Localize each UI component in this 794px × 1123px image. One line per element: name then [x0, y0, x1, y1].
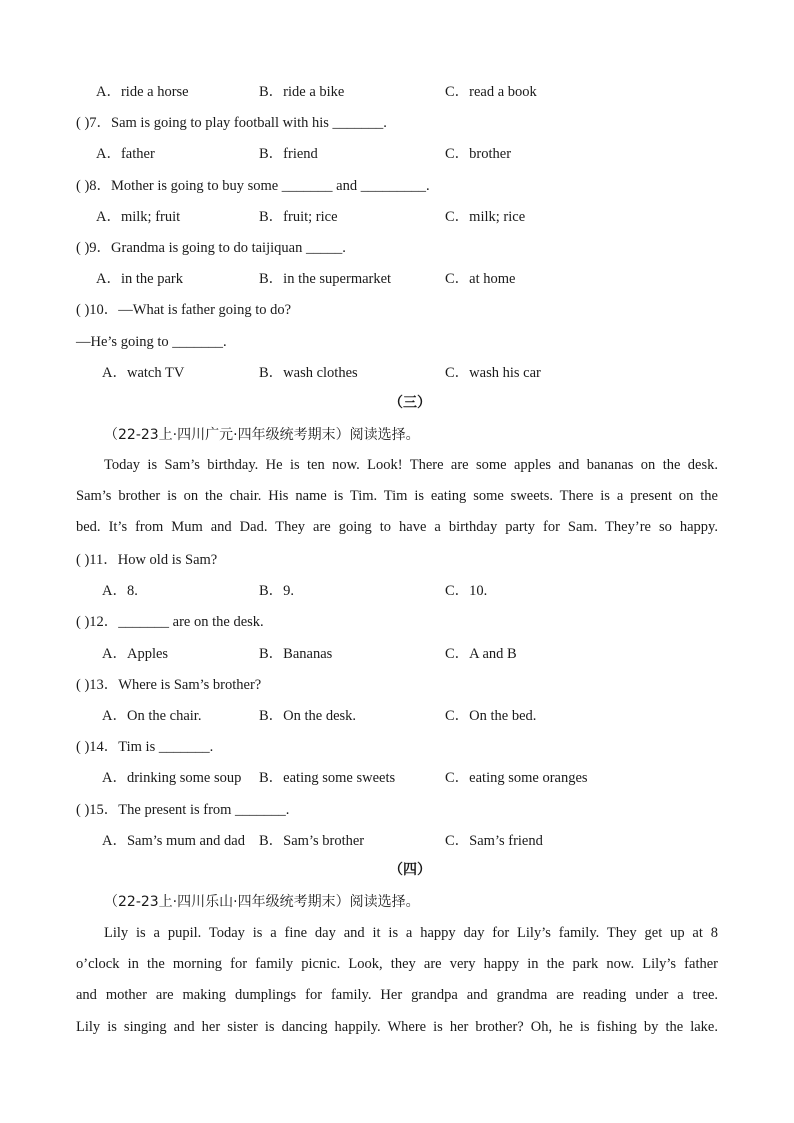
q10-option-c: C．wash his car [445, 365, 541, 381]
q15-option-a: A．Sam’s mum and dad [102, 833, 245, 849]
passage-line: Lily is singing and her sister is dancing happily. Where is her brother? Oh, he is fishing by the lake. [76, 1018, 718, 1035]
q14-option-c: C．eating some oranges [445, 770, 588, 786]
q10-option-a: A．watch TV [102, 365, 185, 381]
q13-stem: ( )13．Where is Sam’s brother? [76, 677, 262, 693]
passage-line: Today is Sam’s birthday. He is ten now. Look! There are some apples and bananas on the desk. [104, 457, 718, 473]
passage-line: Lily is a pupil. Today is a fine day and it is a happy day for Lily’s family. They get up at 8 [104, 925, 718, 941]
q8-option-a: A．milk; fruit [96, 209, 181, 225]
q7-stem: ( )7．Sam is going to play football with his _______. [76, 115, 387, 131]
q15-stem: ( )15．The present is from _______. [76, 802, 290, 818]
q6-option-c: C．read a book [445, 84, 537, 100]
q8-option-c: C．milk; rice [445, 209, 526, 225]
passage-line: Sam’s brother is on the chair. His name is Tim. Tim is eating some sweets. There is a present on the [76, 488, 718, 505]
passage-line: bed. It’s from Mum and Dad. They are going to have a birthday party for Sam. They’re so happy. [76, 519, 718, 536]
q12-stem: ( )12．_______ are on the desk. [76, 614, 264, 630]
q10-answer-line: —He’s going to _______. [76, 334, 227, 350]
q14-option-a: A．drinking some soup [102, 770, 242, 786]
q10-option-b: B．wash clothes [259, 365, 358, 381]
q11-stem: ( )11．How old is Sam? [76, 552, 218, 568]
q10-stem: ( )10．—What is father going to do? [76, 302, 292, 318]
section-4-source: （22-23上·四川乐山·四年级统考期末）阅读选择。 [104, 894, 420, 910]
q7-option-c: C．brother [445, 146, 512, 162]
q9-option-b: B．in the supermarket [259, 271, 392, 287]
q9-option-c: C．at home [445, 271, 516, 287]
q7-option-a: A．father [96, 146, 155, 162]
q14-option-b: B．eating some sweets [259, 770, 396, 786]
passage-line: and mother are making dumplings for family. Her grandpa and grandma are reading under a tree. [76, 987, 718, 1004]
q15-option-c: C．Sam’s friend [445, 833, 543, 849]
q9-stem: ( )9．Grandma is going to do taijiquan _____. [76, 240, 346, 256]
q15-option-b: B．Sam’s brother [259, 833, 365, 849]
q8-stem: ( )8．Mother is going to buy some _______ and _________. [76, 178, 430, 194]
q8-option-b: B．fruit; rice [259, 209, 338, 225]
q12-option-c: C．A and B [445, 646, 517, 662]
passage-line: o’clock in the morning for family picnic. Look, they are very happy in the park now. Lily’s father [76, 956, 718, 973]
q7-option-b: B．friend [259, 146, 318, 162]
q13-option-a: A．On the chair. [102, 708, 202, 724]
q11-option-a: A．8. [102, 583, 138, 599]
section-3-passage [76, 450, 718, 544]
q14-stem: ( )14．Tim is _______. [76, 739, 214, 755]
q11-option-b: B．9. [259, 583, 295, 599]
q12-option-b: B．Bananas [259, 646, 333, 662]
q6-option-b: B．ride a bike [259, 84, 345, 100]
section-4-heading: （四） [389, 862, 431, 878]
section-3-heading: （三） [389, 395, 431, 411]
q11-option-c: C．10. [445, 583, 488, 599]
section-3-source: （22-23上·四川广元·四年级统考期末）阅读选择。 [104, 427, 420, 443]
q9-option-a: A．in the park [96, 271, 183, 287]
q13-option-b: B．On the desk. [259, 708, 357, 724]
q13-option-c: C．On the bed. [445, 708, 537, 724]
q12-option-a: A．Apples [102, 646, 169, 662]
q6-option-a: A．ride a horse [96, 84, 189, 100]
section-4-passage [76, 918, 718, 1043]
